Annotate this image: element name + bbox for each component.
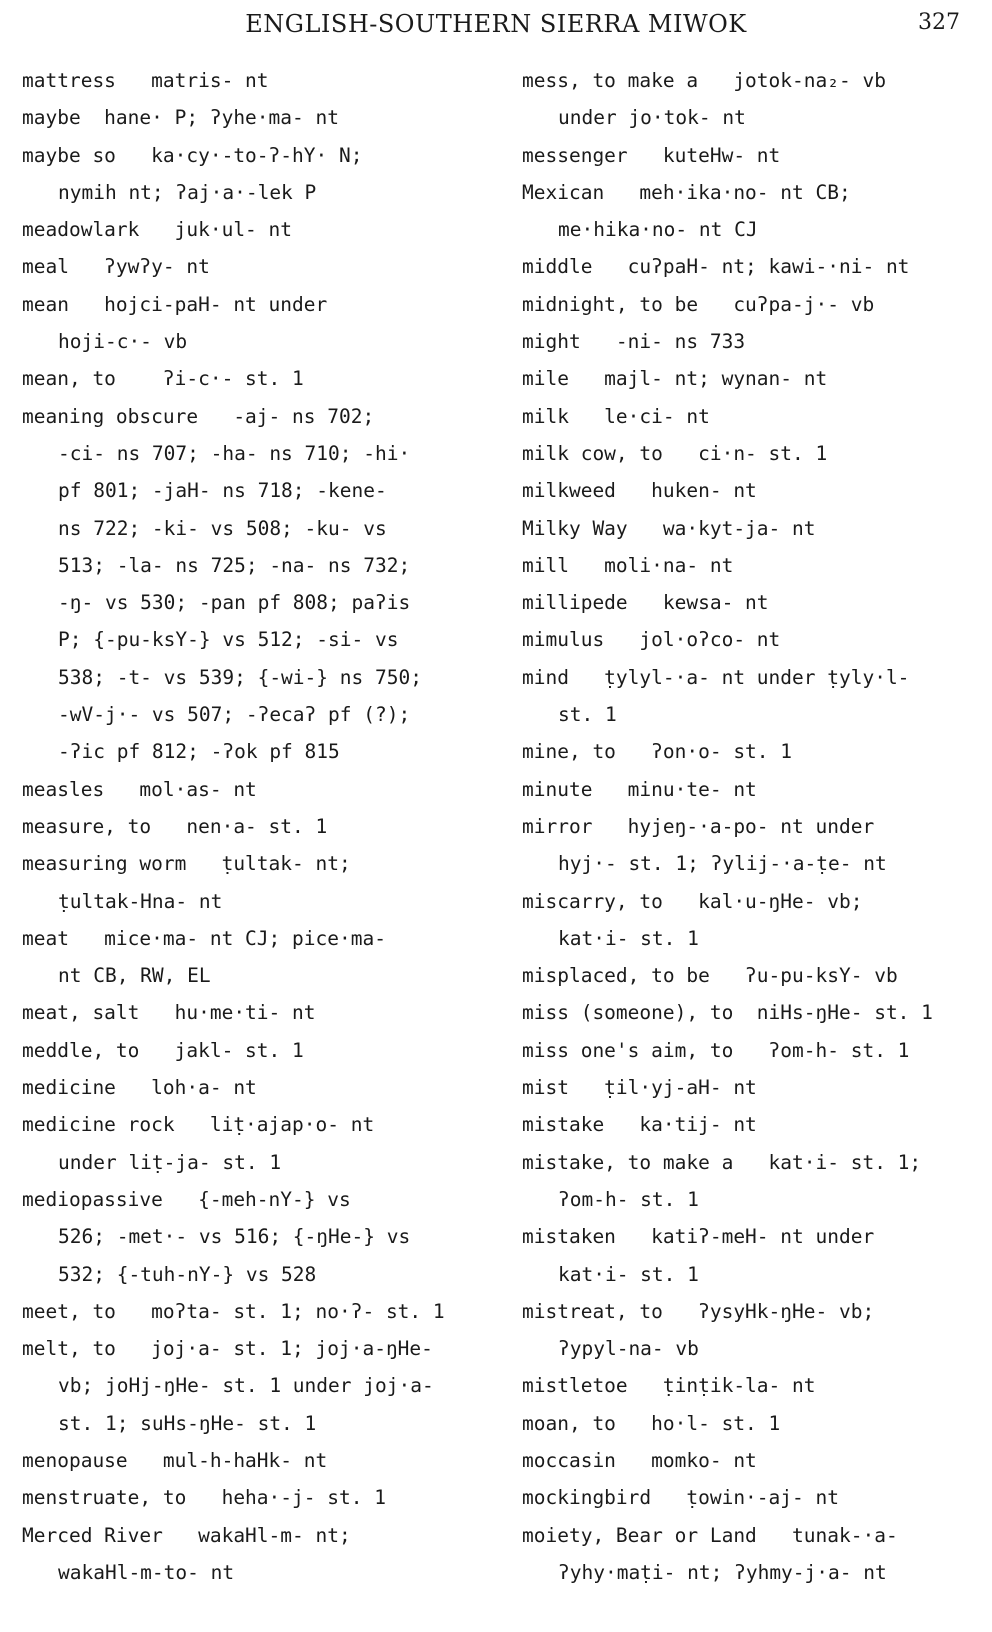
entry-line: melt, to joj·a- st. 1; joj·a-ŋHe- — [22, 1337, 433, 1361]
entry-continuation-line: ṭultak-Hna- nt — [58, 889, 223, 913]
entry-continuation-line: me·hika·no- nt CJ — [558, 218, 758, 242]
entry-line: mimulus jol·oʔco- nt — [522, 628, 781, 652]
entry-continuation-line: 513; -la- ns 725; -na- ns 732; — [58, 553, 411, 577]
page-header-title: ENGLISH-SOUTHERN SIERRA MIWOK — [245, 10, 747, 38]
entry-line: mist ṭil·yj-aH- nt — [522, 1076, 757, 1100]
entry-continuation-line: nt CB, RW, EL — [58, 964, 211, 988]
entry-line: mind ṭylyl-·a- nt under ṭyly·l- — [522, 665, 910, 689]
entry-continuation-line: -ʔic pf 812; -ʔok pf 815 — [58, 740, 340, 764]
entry-line: measure, to nen·a- st. 1 — [22, 814, 328, 838]
entry-continuation-line: 532; {-tuh-nY-} vs 528 — [58, 1262, 317, 1286]
entry-line: moiety, Bear or Land tunak-·a- — [522, 1523, 898, 1547]
entry-line: messenger kuteHw- nt — [522, 143, 781, 167]
entry-line: mistaken katiʔ-meH- nt under — [522, 1225, 875, 1249]
entry-line: milk le·ci- nt — [522, 404, 710, 428]
entry-line: mistletoe ṭinṭik-la- nt — [522, 1374, 816, 1398]
entry-continuation-line: 538; -t- vs 539; {-wi-} ns 750; — [58, 665, 422, 689]
entry-continuation-line: ns 722; -ki- vs 508; -ku- vs — [58, 516, 387, 540]
entry-continuation-line: vb; joHj-ŋHe- st. 1 under joj·a- — [58, 1374, 434, 1398]
entry-continuation-line: under jo·tok- nt — [558, 106, 746, 130]
entry-continuation-line: st. 1 — [558, 703, 617, 727]
entry-continuation-line: ʔom-h- st. 1 — [558, 1187, 699, 1211]
entry-line: meaning obscure -aj- ns 702; — [22, 404, 375, 428]
entry-line: meat, salt hu·me·ti- nt — [22, 1001, 316, 1025]
entry-line: milkweed huken- nt — [522, 479, 757, 503]
entry-line: mockingbird ṭowin·-aj- nt — [522, 1486, 839, 1510]
entry-continuation-line: -ŋ- vs 530; -pan pf 808; paʔis — [58, 591, 411, 615]
entry-continuation-line: st. 1; suHs-ŋHe- st. 1 — [58, 1411, 317, 1435]
entry-line: millipede kewsa- nt — [522, 591, 769, 615]
entry-line: meal ʔywʔy- nt — [22, 255, 210, 279]
entry-line: mattress matris- nt — [22, 69, 269, 92]
entry-continuation-line: kat·i- st. 1 — [558, 1262, 699, 1286]
entry-line: menopause mul-h-haHk- nt — [22, 1448, 328, 1472]
entry-line: Merced River wakaHl-m- nt; — [22, 1523, 351, 1547]
entry-line: moan, to ho·l- st. 1 — [522, 1411, 781, 1435]
entry-line: mirror hyjeŋ-·a-po- nt under — [522, 814, 875, 838]
entry-line: meat mice·ma- nt CJ; pice·ma- — [22, 926, 386, 950]
entry-line: miss (someone), to niHs-ŋHe- st. 1 — [522, 1001, 933, 1025]
entry-line: miscarry, to kal·u-ŋHe- vb; — [522, 889, 863, 913]
entry-line: mistake ka·tij- nt — [522, 1113, 757, 1137]
entry-continuation-line: hyj·- st. 1; ʔylij-·a-ṭe- nt — [558, 852, 887, 876]
entry-continuation-line: ʔyhy·maṭi- nt; ʔyhmy-j·a- nt — [558, 1560, 887, 1584]
entry-line: maybe hane· P; ʔyhe·ma- nt — [22, 106, 339, 130]
entry-line: medicine rock liṭ·ajap·o- nt — [22, 1113, 375, 1137]
entry-continuation-line: under liṭ-ja- st. 1 — [58, 1150, 282, 1174]
entry-line: mine, to ʔon·o- st. 1 — [522, 740, 793, 764]
entry-line: miss one's aim, to ʔom-h- st. 1 — [522, 1038, 910, 1062]
entry-line: medicine loh·a- nt — [22, 1076, 257, 1100]
entry-line: milk cow, to ci·n- st. 1 — [522, 441, 828, 465]
entry-continuation-line: ʔypyl-na- vb — [558, 1337, 699, 1361]
entry-line: moccasin momko- nt — [522, 1448, 757, 1472]
entry-line: mediopassive {-meh-nY-} vs — [22, 1187, 351, 1211]
entry-line: mean, to ʔi-c·- st. 1 — [22, 367, 304, 391]
entry-line: measuring worm ṭultak- nt; — [22, 852, 351, 876]
entry-line: maybe so ka·cy·-to-ʔ-hY· N; — [22, 143, 363, 167]
entry-line: mistake, to make a kat·i- st. 1; — [522, 1150, 922, 1174]
entry-line: meddle, to jakl- st. 1 — [22, 1038, 304, 1062]
entry-line: mean hojci-paH- nt under — [22, 292, 328, 316]
right-column — [522, 62, 978, 1591]
entry-line: Mexican meh·ika·no- nt CB; — [522, 180, 851, 204]
entry-line: mile majl- nt; wynan- nt — [522, 367, 828, 391]
entry-line: measles mol·as- nt — [22, 777, 257, 801]
entry-line: Milky Way wa·kyt-ja- nt — [522, 516, 816, 540]
entry-continuation-line: kat·i- st. 1 — [558, 926, 699, 950]
entry-continuation-line: wakaHl-m-to- nt — [58, 1560, 235, 1584]
entry-line: meet, to moʔta- st. 1; no·ʔ- st. 1 — [22, 1299, 445, 1323]
entry-line: midnight, to be cuʔpa-j·- vb — [522, 292, 875, 316]
entry-line: might -ni- ns 733 — [522, 330, 746, 354]
left-column — [22, 62, 492, 1591]
entry-continuation-line: hoji-c·- vb — [58, 330, 188, 354]
entry-continuation-line: P; {-pu-ksY-} vs 512; -si- vs — [58, 628, 399, 652]
entry-line: mistreat, to ʔysyHk-ŋHe- vb; — [522, 1299, 875, 1323]
entry-line: mill moli·na- nt — [522, 553, 734, 577]
entry-continuation-line: -wV-j·- vs 507; -ʔecaʔ pf (?); — [58, 703, 411, 727]
entry-line: minute minu·te- nt — [522, 777, 757, 801]
entry-line: meadowlark juk·ul- nt — [22, 218, 293, 242]
entry-line: middle cuʔpaH- nt; kawi-·ni- nt — [522, 255, 910, 279]
entry-continuation-line: pf 801; -jaH- ns 718; -kene- — [58, 479, 387, 503]
entry-continuation-line: 526; -met·- vs 516; {-ŋHe-} vs — [58, 1225, 411, 1249]
entry-continuation-line: nymih nt; ʔaj·a·-lek P — [58, 180, 317, 204]
entry-line: mess, to make a jotok-na₂- vb — [522, 69, 886, 92]
page-number: 327 — [918, 10, 960, 35]
entry-continuation-line: -ci- ns 707; -ha- ns 710; -hi· — [58, 441, 411, 465]
entry-line: misplaced, to be ʔu-pu-ksY- vb — [522, 964, 898, 988]
entry-line: menstruate, to heha·-j- st. 1 — [22, 1486, 386, 1510]
